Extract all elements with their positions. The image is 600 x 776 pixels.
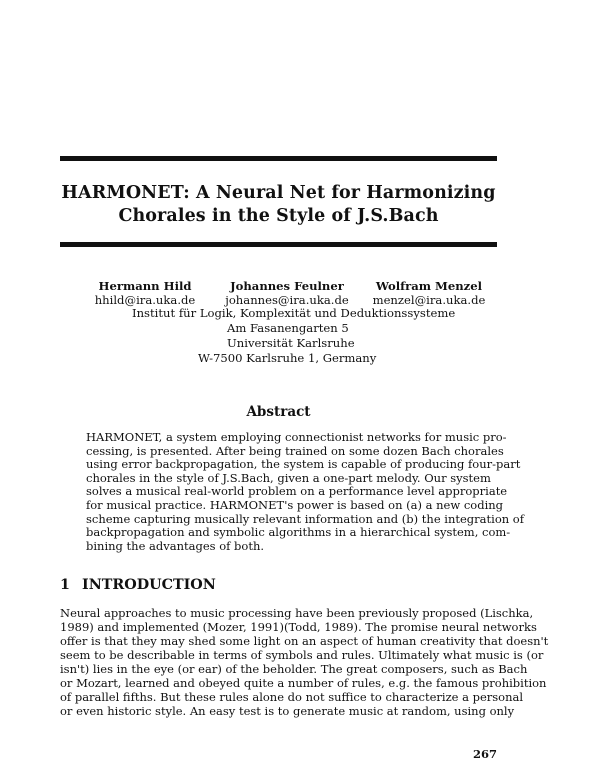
affiliation-city: W-7500 Karlsruhe 1, Germany: [198, 351, 377, 365]
abstract-line: for musical practice. HARMONET's power is based on (a) a new coding: [86, 497, 504, 512]
affiliation-street: Am Fasanengarten 5: [227, 321, 349, 335]
abstract-line: bining the advantages of both.: [86, 538, 265, 553]
author-email: hhild@ira.uka.de: [94, 293, 196, 307]
page-number: 267: [472, 747, 497, 761]
abstract-heading: Abstract: [246, 404, 311, 420]
intro-line: Neural approaches to music processing have been previously proposed (Lischka,: [60, 606, 534, 620]
author-name: Johannes Feulner: [230, 279, 344, 293]
section-title: INTRODUCTION: [82, 577, 216, 593]
author-name: Hermann Hild: [98, 279, 192, 293]
affiliation-institute: Institut für Logik, Komplexität und Deduktionssysteme: [132, 306, 456, 320]
intro-line: or even historic style. An easy test is to generate music at random, using only: [60, 704, 515, 718]
intro-line: isn't) lies in the eye (or ear) of the beholder. The great composers, such as Bach: [60, 662, 528, 676]
abstract-line: scheme capturing musically relevant information and (b) the integration of: [86, 511, 524, 526]
abstract-line: HARMONET, a system employing connectionist networks for music pro-: [86, 430, 507, 444]
abstract-line: using error backpropagation, the system is capable of producing four-part: [86, 457, 521, 472]
author-email: menzel@ira.uka.de: [372, 293, 486, 307]
author-block-2: [222, 279, 352, 307]
top-rule: [60, 156, 497, 161]
abstract-line: backpropagation and symbolic algorithms in a hierarchical system, com-: [86, 525, 511, 540]
abstract-line: chorales in the style of J.S.Bach, given a one-part melody. Our system: [86, 470, 491, 485]
paper-title-line-2: Chorales in the Style of J.S.Bach: [118, 206, 439, 226]
abstract-line: cessing, is presented. After being trained on some dozen Bach chorales: [86, 443, 504, 458]
intro-line: of parallel fifths. But these rules alone do not suffice to characterize a personal: [60, 690, 524, 704]
author-email: johannes@ira.uka.de: [225, 293, 349, 307]
paper-title-line-1: HARMONET: A Neural Net for Harmonizing: [61, 183, 496, 203]
author-block-1: [80, 279, 210, 307]
abstract-line: solves a musical real-world problem on a performance level appropriate: [86, 484, 508, 499]
section-number: 1: [60, 577, 70, 593]
author-name: Wolfram Menzel: [375, 279, 483, 293]
intro-line: 1989) and implemented (Mozer, 1991)(Todd, 1989). The promise neural networks: [60, 620, 537, 634]
affiliation-university: Universität Karlsruhe: [227, 336, 355, 350]
section-heading: [60, 577, 216, 593]
intro-line: or Mozart, learned and obeyed quite a number of rules, e.g. the famous prohibition: [60, 676, 547, 690]
bottom-rule: [60, 242, 497, 247]
author-block-3: [365, 279, 493, 307]
intro-line: seem to be describable in terms of symbols and rules. Ultimately what music is (or: [60, 648, 544, 662]
abstract-body: [86, 430, 524, 553]
intro-line: offer is that they may shed some light on an aspect of human creativity that doesn't: [60, 634, 549, 648]
introduction-body: [60, 606, 549, 718]
